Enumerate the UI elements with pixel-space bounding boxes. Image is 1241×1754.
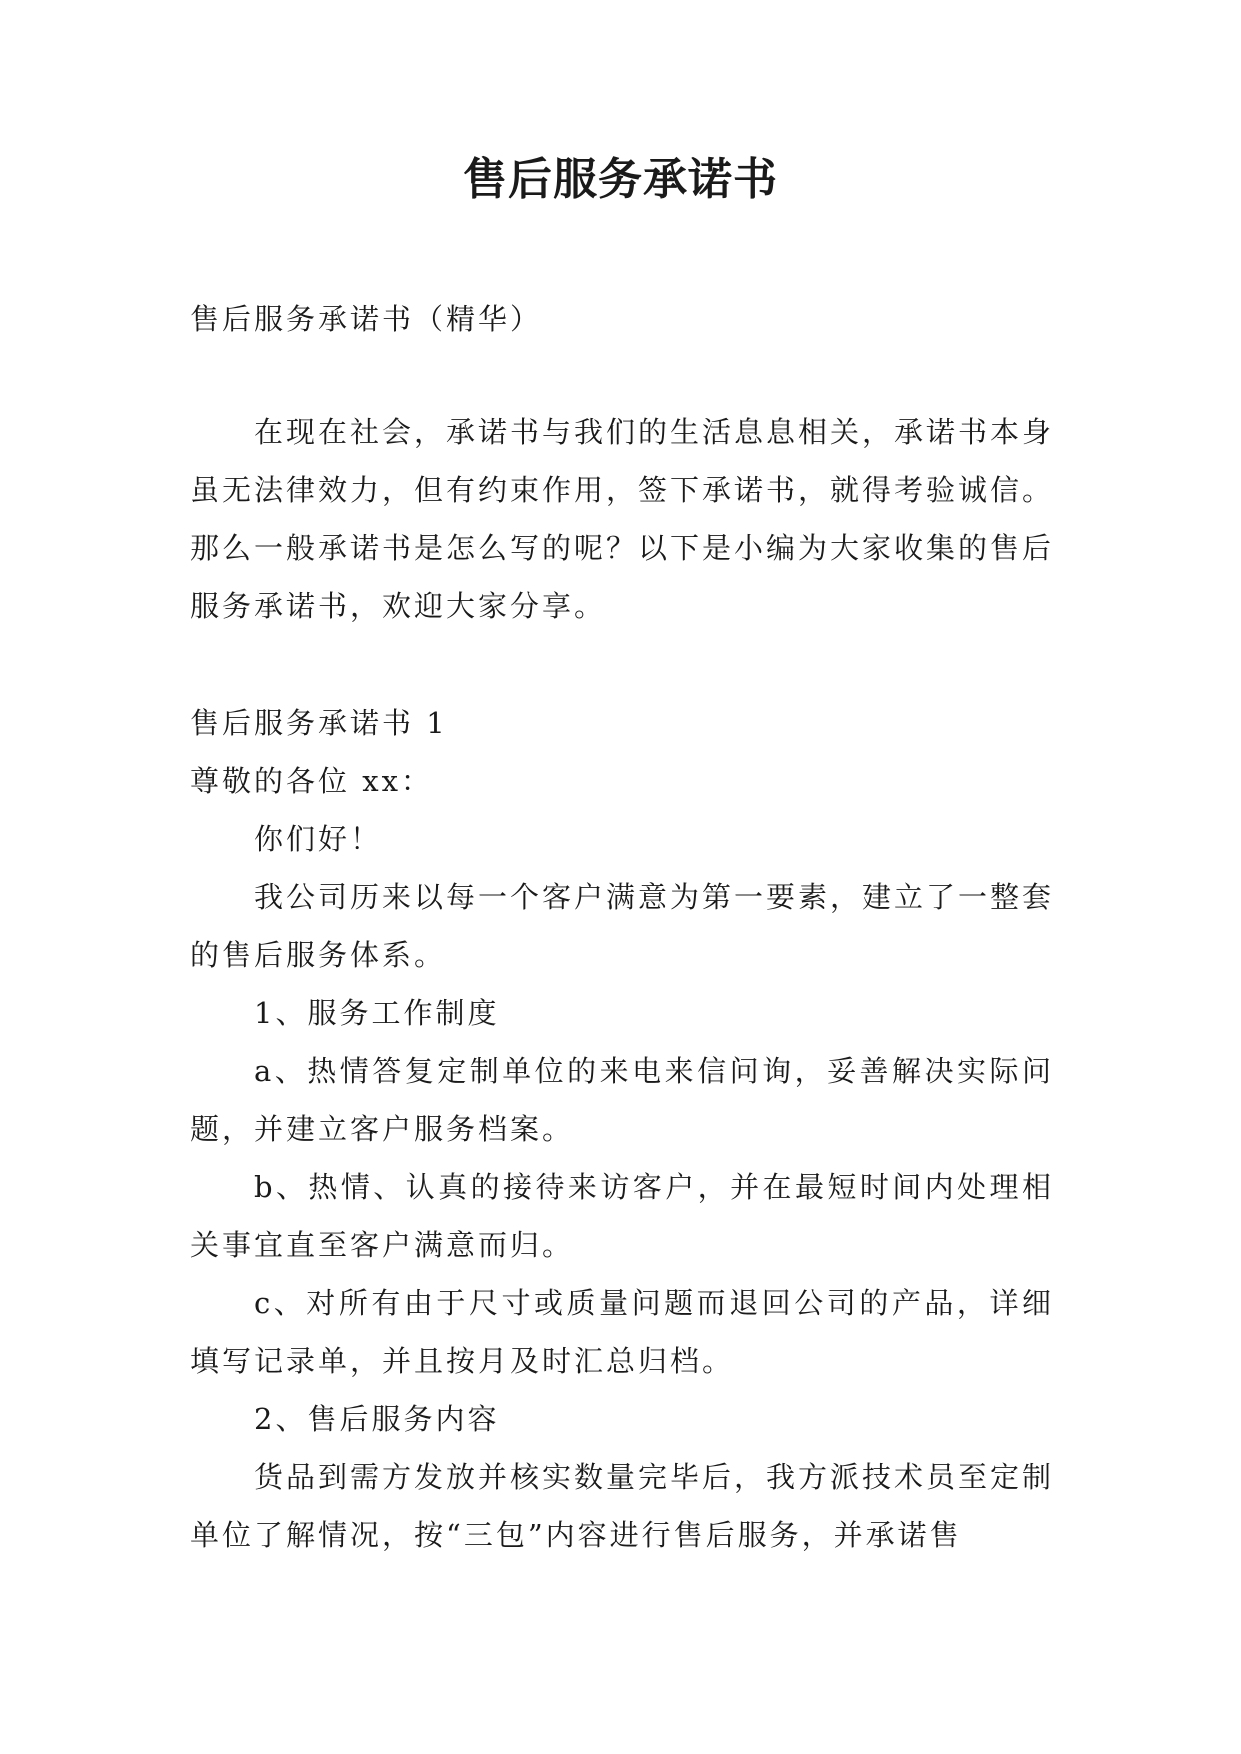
paragraph-1: 我公司历来以每一个客户满意为第一要素，建立了一整套的售后服务体系。 [190, 880, 1055, 972]
item-a: a、热情答复定制单位的来电来信问询，妥善解决实际问题，并建立客户服务档案。 [190, 1054, 1054, 1146]
document-subtitle [190, 290, 1054, 348]
heading-2: 2、售后服务内容 [254, 1402, 500, 1436]
subtitle-text: 售后服务承诺书（精华） [190, 302, 543, 336]
greeting: 你们好！ [254, 822, 383, 856]
item-c: c、对所有由于尺寸或质量问题而退回公司的产品，详细填写记录单，并且按月及时汇总归档。 [190, 1286, 1054, 1378]
letter-body [190, 694, 1054, 1564]
section-heading: 售后服务承诺书 1 [190, 706, 448, 740]
document-title: 售后服务承诺书 [463, 154, 778, 205]
intro-paragraph: 在现在社会，承诺书与我们的生活息息相关，承诺书本身虽无法律效力，但有约束作用，签下承诺书，就得考验诚信。那么一般承诺书是怎么写的呢？以下是小编为大家收集的售后服务承诺书，欢迎大家分享。 [190, 415, 1055, 623]
paragraph-2: 货品到需方发放并核实数量完毕后，我方派技术员至定制单位了解情况，按“三包”内容进行售后服务，并承诺售 [190, 1460, 1055, 1552]
item-b: b、热情、认真的接待来访客户，并在最短时间内处理相关事宜直至客户满意而归。 [190, 1170, 1054, 1262]
salutation: 尊敬的各位 xx： [190, 764, 433, 798]
heading-1: 1、服务工作制度 [254, 996, 500, 1030]
intro-block [190, 403, 1054, 635]
